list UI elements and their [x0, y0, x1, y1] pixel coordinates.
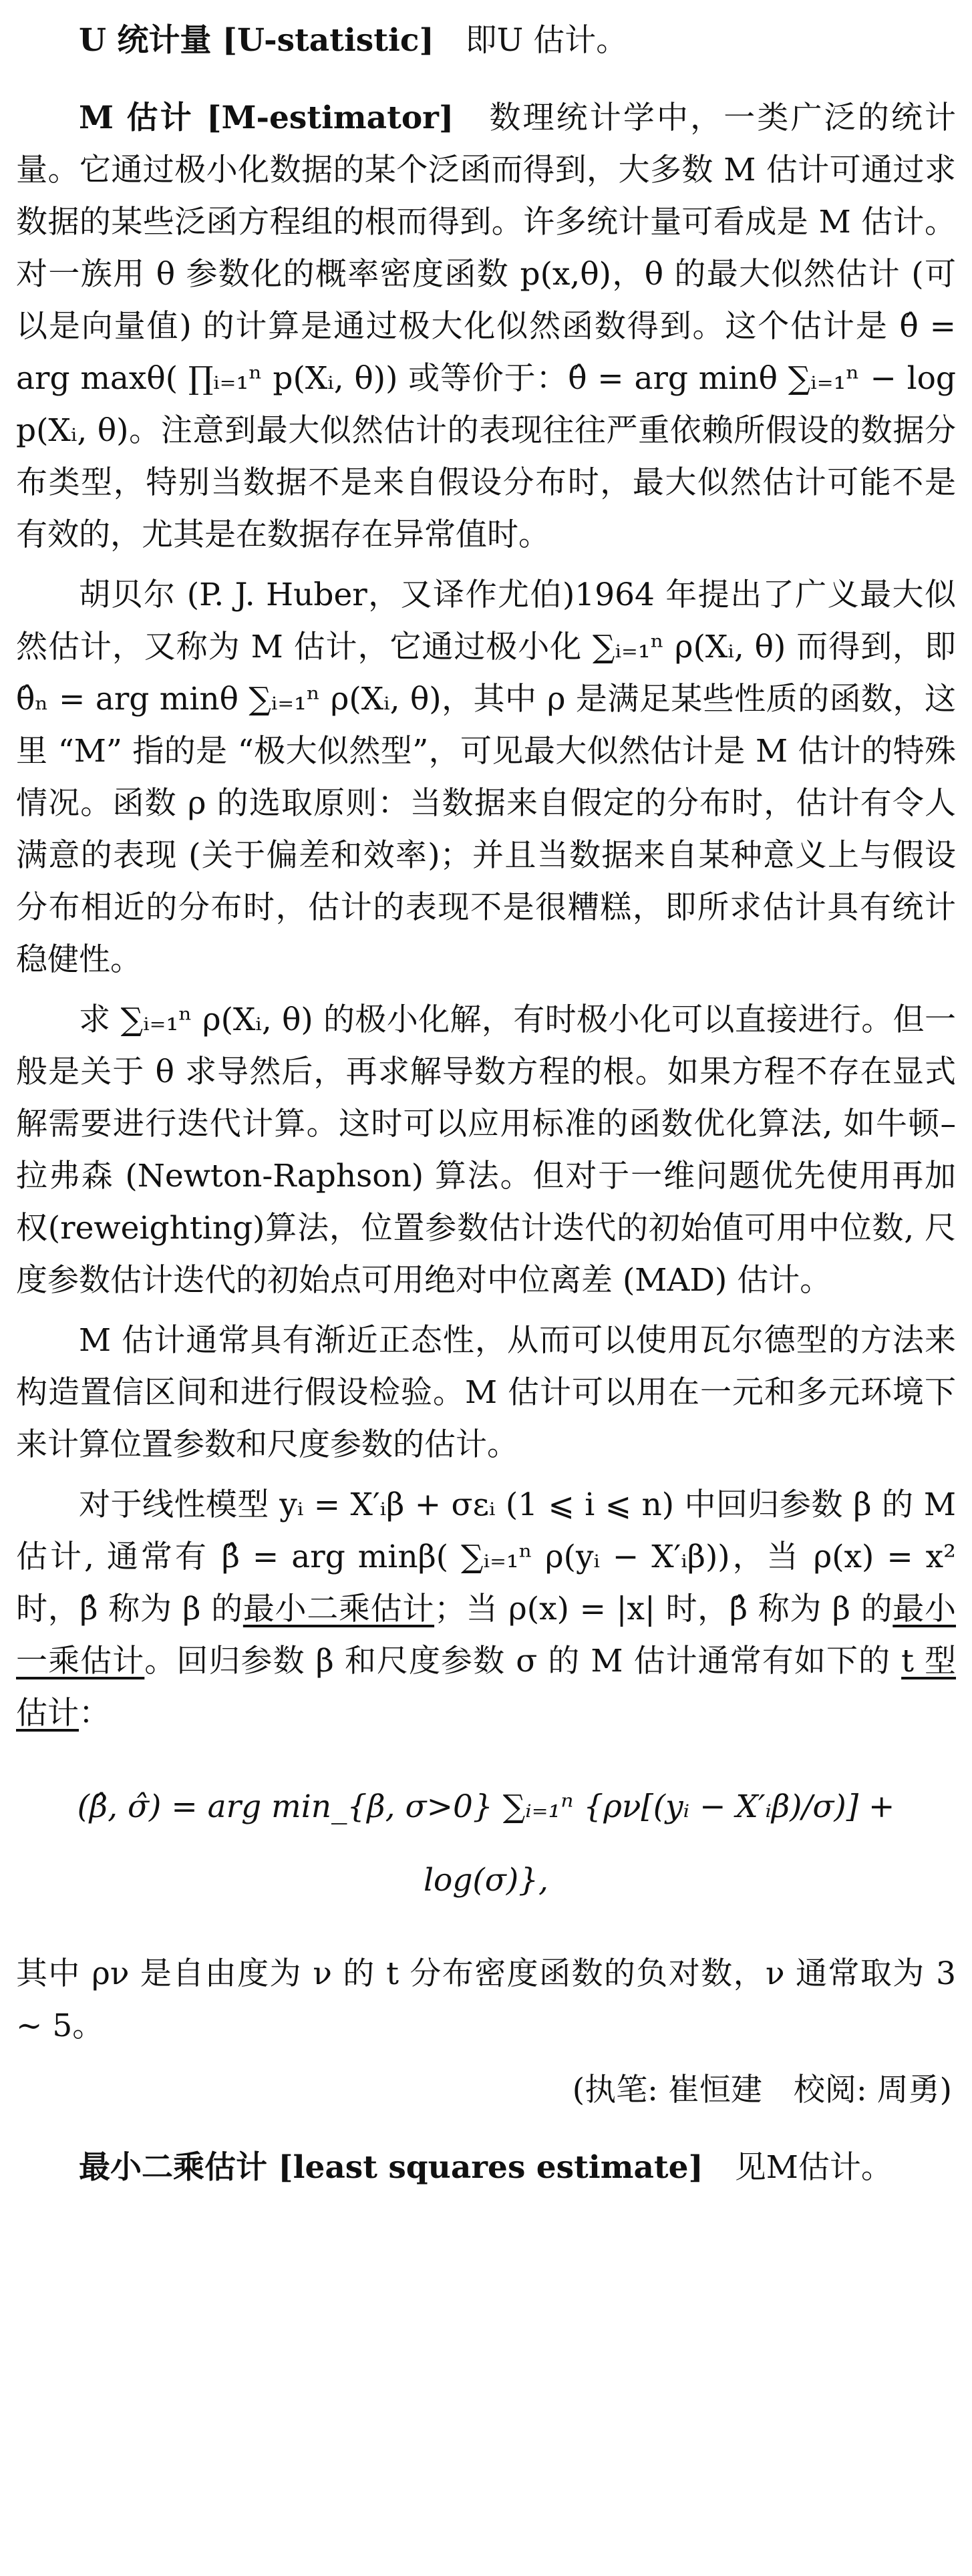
- entry-m-estimator: [16, 92, 956, 561]
- least-absolute-link[interactable]: 最小一乘估计: [16, 1591, 956, 1679]
- paragraph-text: ：: [79, 1695, 110, 1732]
- paragraph-text: 对于线性模型 yᵢ = X′ᵢβ + σεᵢ (1 ⩽ i ⩽ n) 中回归参数 β 的 M 估计, 通常有 β̂ = arg minβ( ∑ᵢ₌₁ⁿ ρ(yᵢ − X′ᵢβ))，当 ρ(x) = x² 时，β̂ 称为 β 的: [16, 1486, 956, 1627]
- paragraph-linear-model: [16, 1479, 956, 1740]
- paragraph-text: ；当 ρ(x) = |x| 时，β̂ 称为 β 的: [434, 1591, 893, 1627]
- t-estimate-link[interactable]: t 型估计: [16, 1643, 957, 1732]
- paragraph-minimization: 求 ∑ᵢ₌₁ⁿ ρ(Xᵢ, θ) 的极小化解，有时极小化可以直接进行。但一般是关于 θ 求导然后，再求解导数方程的根。如果方程不存在显式解需要进行迭代计算。这时可以应用标准的函数优化算法, 如牛顿–拉弗森 (Newton-Raphson) 算法。但对于一维问题优先使用再加权(reweighting)算法，位置参数估计迭代的初始值可用中位数, 尺度参数估计迭代的初始点可用绝对中位离差 (MAD) 估计。: [16, 1001, 956, 1299]
- paragraph-text: 。回归参数 β 和尺度参数 σ 的 M 估计通常有如下的: [144, 1643, 902, 1679]
- entry-least-squares: [16, 2142, 956, 2194]
- entry-term: 最小二乘估计 [least squares estimate]: [79, 2149, 703, 2186]
- least-squares-link[interactable]: 最小二乘估计: [242, 1591, 435, 1627]
- paragraph-asymptotic: M 估计通常具有渐近正态性，从而可以使用瓦尔德型的方法来构造置信区间和进行假设检验。M 估计可以用在一元和多元环境下来计算位置参数和尺度参数的估计。: [16, 1322, 956, 1463]
- entry-term: U 统计量 [U-statistic]: [79, 22, 434, 59]
- author-credit: (执笔: 崔恒建 校阅: 周勇): [572, 2072, 952, 2108]
- paragraph-rho-nu: 其中 ρν 是自由度为 ν 的 t 分布密度函数的负对数，ν 通常取为 3 ∼ 5。: [16, 1955, 956, 2044]
- entry-u-statistic: [16, 15, 956, 67]
- entry-body: 见M估计。: [703, 2149, 893, 2186]
- display-equation: (β̂, σ̂) = arg min_{β, σ>0} ∑ᵢ₌₁ⁿ {ρν[(yᵢ − X′ᵢβ)/σ)] + log(σ)},: [77, 1788, 895, 1899]
- paragraph-text: 数理统计学中，一类广泛的统计量。它通过极小化数据的某个泛函而得到，大多数 M 估计可通过求数据的某些泛函方程组的根而得到。许多统计量可看成是 M 估计。对一族用 θ 参数化的概率密度函数 p(x,θ)，θ 的最大似然估计 (可以是向量值) 的计算是通过极大化似然函数得到。这个估计是 θ̂ = arg maxθ( ∏ᵢ₌₁ⁿ p(Xᵢ, θ)) 或等价于：θ̂ = arg minθ ∑ᵢ₌₁ⁿ − log p(Xᵢ, θ)。注意到最大似然估计的表现往往严重依赖所假设的数据分布类型，特别当数据不是来自假设分布时，最大似然估计可能不是有效的，尤其是在数据存在异常值时。: [16, 100, 956, 553]
- entry-body: 即U 估计。: [434, 22, 628, 59]
- entry-term: M 估计 [M-estimator]: [79, 100, 454, 136]
- paragraph-huber: 胡贝尔 (P. J. Huber，又译作尤伯)1964 年提出了广义最大似然估计，又称为 M 估计，它通过极小化 ∑ᵢ₌₁ⁿ ρ(Xᵢ, θ) 而得到，即 θ̂ₙ = arg minθ ∑ᵢ₌₁ⁿ ρ(Xᵢ, θ)，其中 ρ 是满足某些性质的函数，这里 “M” 指的是 “极大似然型”，可见最大似然估计是 M 估计的特殊情况。函数 ρ 的选取原则：当数据来自假定的分布时，估计有令人满意的表现 (关于偏差和效率)；并且当数据来自某种意义上与假设分布相近的分布时，估计的表现不是很糟糕，即所求估计具有统计稳健性。: [16, 577, 956, 978]
